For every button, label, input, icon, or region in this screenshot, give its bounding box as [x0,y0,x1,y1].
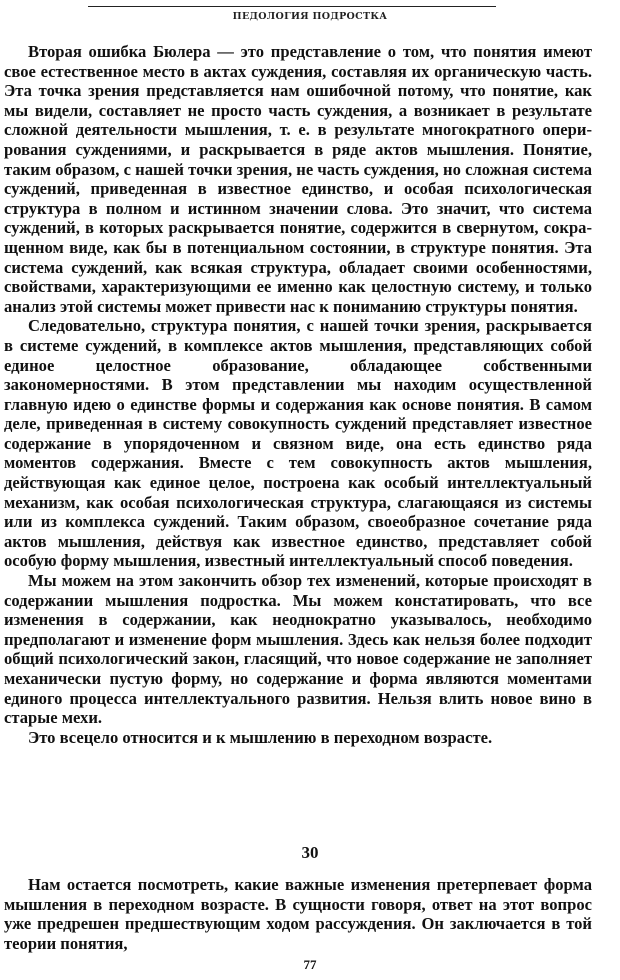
body-text [4,42,592,747]
running-head: ПЕДОЛОГИЯ ПОДРОСТКА [232,11,388,22]
paragraph: Следовательно, структура понятия, с нашей точки зрения, раскрывается в системе суждений, в комплексе актов мышления, представляющих собой единое целостное образование, обладающее собственными закономерностями. В этом представлении мы находим осуществленной главную идею о единстве формы и содержания как основе понятия. В самом деле, приведенная в систему совокупность суждений представляет известное содержание в упорядоченном и связном виде, она есть единство ряда моментов содержания. Вместе с тем совокупность актов мышления, действующая как единое целое, построена как особый интеллектуальный механизм, как особая психологическая структура, слагающаяся из системы или из комплекса суждений. Таким образом, своеобразное сочетание ряда актов мышления, действуя как известное единство, представляет собой особую форму мышления, известный интеллектуальный способ поведения. [4,316,592,571]
paragraph: Мы можем на этом закончить обзор тех изменений, которые происходят в содержании мышления подростка. Мы можем констатировать, что все изменения в содержании, как неоднократно указывалось, необходимо предполагают и изменение форм мышления. Здесь как нельзя более подходит общий психологический закон, гласящий, что новое содержание не заполняет механически пустую форму, но содержание и форма являются моментами единого процесса интеллектуального развития. Нельзя влить новое вино в старые мехи. [4,571,592,728]
header-rule [88,6,496,7]
paragraph: Нам остается посмотреть, какие важные изменения претерпевает форма мышления в переходном возрасте. В сущности говоря, ответ на этот вопрос уже предрешен предшествующим ходом рассуждения. Он заключается в той теории понятия, [4,875,592,953]
section-number: 30 [301,843,319,862]
paragraph: Это всецело относится и к мышлению в переходном возрасте. [28,727,493,747]
page-number: 77 [303,957,317,972]
section-text [4,875,592,953]
paragraph: Вторая ошибка Бюлера — это представление о том, что понятия имеют свое естественное место в актах суждения, составляя их органическую часть. Эта точка зрения представляется нам ошибочной потому, что понятие, как мы видели, составляет не просто часть суждения, а возникает в результате сложной деятельности мышления, т. е. в результате многократного оперирования суждениями, и раскрывается в ряде актов мышления. Понятие, таким образом, с нашей точки зрения, не часть суждения, но сложная система суждений, приведенная в известное единство, и особая психологическая структура в полном и истинном значении слова. Это значит, что система суждений, в которых раскрывается понятие, содержится в свернутом, сокращенном виде, как бы в потенциальном состоянии, в структуре понятия. Эта система суждений, как всякая структура, обладает своими особенностями, свойствами, характеризующими ее именно как целостную систему, и только анализ этой системы может привести нас к пониманию структуры понятия. [4,42,592,316]
